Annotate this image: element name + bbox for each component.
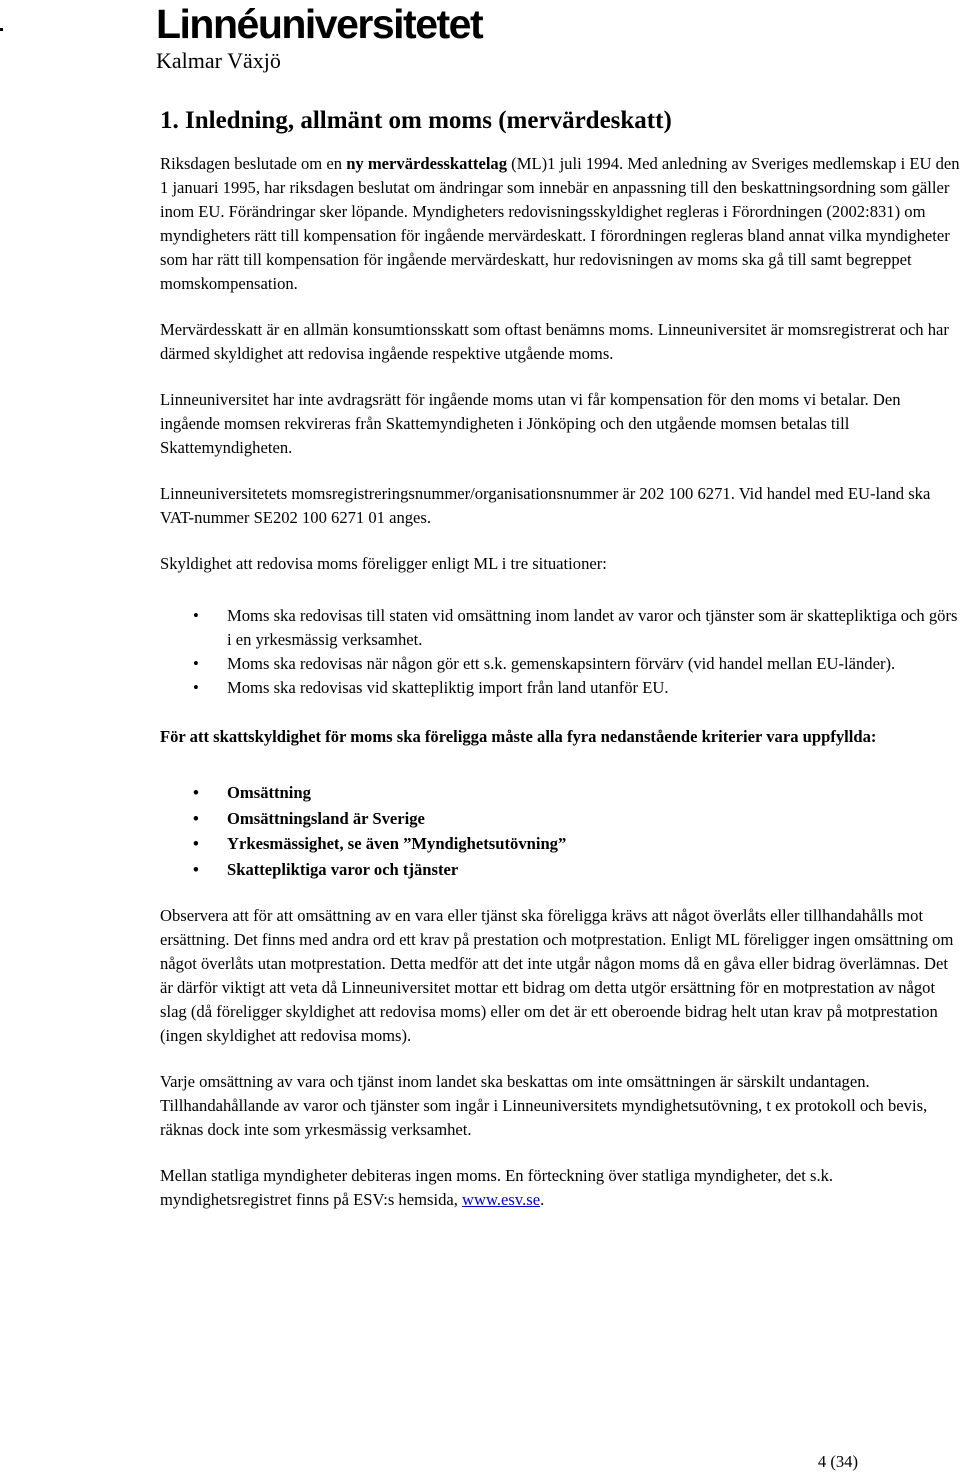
criteria-heading: För att skattskyldighet för moms ska föreligga måste alla fyra nedanstående kriterier vara uppfyllda:: [160, 727, 877, 746]
intro-text-start: Riksdagen beslutade om en: [160, 154, 347, 173]
list-item: • Moms ska redovisas till staten vid omsättning inom landet av varor och tjänster som är skattepliktiga och görs i en yrkesmässig verksamhet.: [193, 606, 958, 649]
page-number: 4 (34): [817, 1452, 858, 1471]
paragraph-registration-number: Linneuniversitetets momsregistreringsnummer/organisationsnummer är 202 100 6271. Vid handel med EU-land ska VAT-nummer SE202 100 6271 01 anges.: [160, 484, 931, 527]
list-item: • Moms ska redovisas vid skattepliktig import från land utanför EU.: [160, 676, 960, 700]
list-item: • Skattepliktiga varor och tjänster: [160, 857, 960, 883]
page-mark: [0, 28, 3, 31]
agencies-text-end: .: [540, 1190, 545, 1209]
paragraph-intro: [160, 152, 960, 296]
bullet-icon: •: [193, 606, 199, 625]
section-heading: 1. Inledning, allmänt om moms (mervärdeskatt): [160, 107, 672, 134]
paragraph-consideration: Observera att för att omsättning av en vara eller tjänst ska föreligga krävs att något överlåts eller tillhandahålls mot ersättning. Det finns med andra ord ett krav på prestation och motprestation. Enligt ML föreligger ingen omsättning om något överlåts utan motprestation. Detta medför att det inte utgår någon moms då en gåva eller bidrag överlämnas. Det är därför viktigt att veta då Linneuniversitet mottar ett bidrag om detta utgör ersättning för en motprestation av något slag (då föreligger skyldighet att redovisa moms) eller om det är ett oberoende bidrag helt utan krav på motprestation (ingen skyldighet att redovisa moms).: [160, 906, 954, 1045]
bullet-icon: •: [193, 783, 199, 802]
esv-link[interactable]: www.esv.se: [462, 1190, 541, 1209]
situations-list: [160, 604, 960, 700]
bullet-icon: •: [193, 808, 199, 828]
paragraph-vat-definition: Mervärdesskatt är en allmän konsumtionsskatt som oftast benämns moms. Linneuniversitet är momsregistrerat och har därmed skyldighet att redovisa ingående respektive utgående moms.: [160, 320, 949, 363]
list-item: • Omsättning: [160, 780, 960, 806]
logo-name: Linnéuniversitetet: [156, 1, 483, 47]
university-logo: [156, 2, 482, 74]
bullet-icon: •: [193, 859, 199, 879]
criteria-list: [160, 780, 960, 882]
bullet-icon: •: [193, 678, 199, 697]
intro-law-name: ny mervärdesskattelag: [346, 154, 508, 173]
paragraph-government-agencies: [160, 1164, 960, 1212]
bullet-icon: •: [193, 834, 199, 853]
paragraph-situations-intro: Skyldighet att redovisa moms föreligger enligt ML i tre situationer:: [160, 554, 607, 573]
list-item: • Moms ska redovisas när någon gör ett s.k. gemenskapsintern förvärv (vid handel mellan EU-länder).: [160, 652, 960, 676]
logo-subtitle: Kalmar Växjö: [156, 48, 281, 73]
agencies-text: Mellan statliga myndigheter debiteras ingen moms. En förteckning över statliga myndigheter, det s.k. myndighetsregistret finns på ESV:s hemsida,: [160, 1166, 834, 1209]
paragraph-taxation: Varje omsättning av vara och tjänst inom landet ska beskattas om inte omsättningen är särskilt undantagen. Tillhandahållande av varor och tjänster som ingår i Linneuniversitets myndighetsutövning, t ex protokoll och bevis, räknas dock inte som yrkesmässig verksamhet.: [160, 1072, 928, 1139]
list-item: • Omsättningsland är Sverige: [160, 806, 960, 832]
intro-text-rest: (ML)1 juli 1994. Med anledning av Sveriges medlemskap i EU den 1 januari 1995, har riksdagen beslutat om ändringar som innebär en anpassning till den beskattningsordning som gäller inom EU. Förändringar sker löpande. Myndigheters redovisningsskyldighet regleras i Förordningen (2002:831) om myndigheters rätt till kompensation för ingående mervärdeskatt. I förordningen regleras bland annat vilka myndigheter som har rätt till kompensation för ingående mervärdeskatt, hur redovisningen av moms ska gå till samt begreppet momskompensation.: [160, 154, 960, 293]
document-body: [160, 152, 960, 1212]
paragraph-compensation: Linneuniversitet har inte avdragsrätt för ingående moms utan vi får kompensation för den moms vi betalar. Den ingående momsen rekvireras från Skattemyndigheten i Jönköping och den utgående momsen betalas till Skattemyndigheten.: [160, 390, 901, 457]
list-item: • Yrkesmässighet, se även ”Myndighetsutövning”: [160, 831, 960, 857]
bullet-icon: •: [193, 654, 199, 673]
